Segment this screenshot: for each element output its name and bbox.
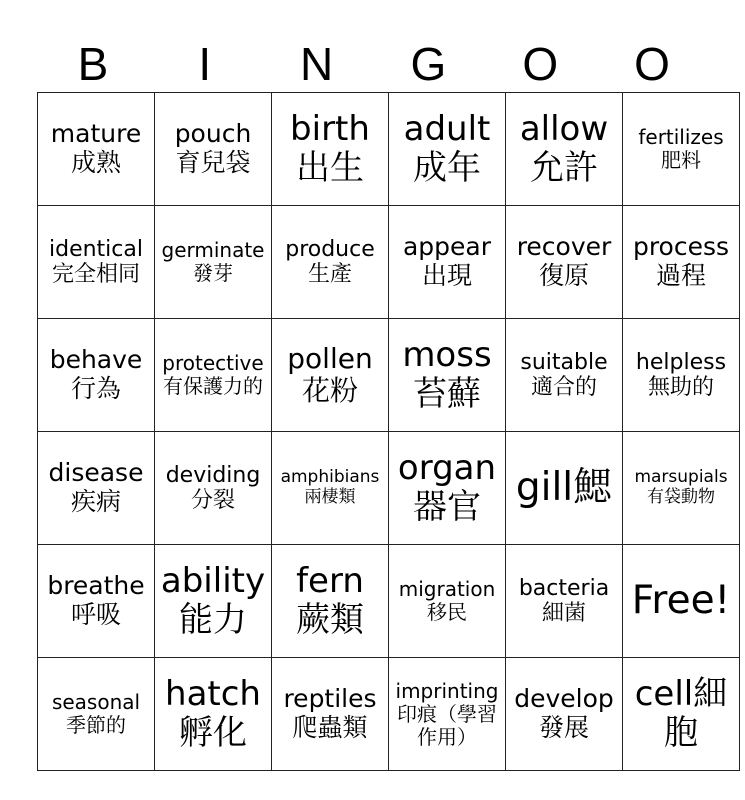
cell-chinese-word: 孵化 (179, 713, 247, 753)
bingo-card-grid (37, 92, 740, 771)
cell-chinese-word: 出生 (296, 148, 364, 188)
bingo-cell[interactable] (155, 432, 272, 545)
bingo-row (38, 545, 740, 658)
bingo-cell[interactable] (38, 93, 155, 206)
cell-chinese-word: 分裂 (190, 488, 235, 513)
cell-english-word: cell細胞 (634, 673, 728, 753)
header-letter: O (522, 38, 559, 90)
bingo-cell[interactable] (389, 206, 506, 319)
cell-english-word: reptiles (283, 684, 377, 714)
cell-english-word: develop (514, 684, 614, 714)
cell-chinese-word: 行為 (70, 374, 121, 403)
cell-chinese-word: 發芽 (193, 261, 233, 285)
cell-chinese-word: 出現 (421, 261, 472, 290)
bingo-row (38, 658, 740, 771)
cell-english-word: pouch (174, 119, 252, 149)
bingo-cell[interactable] (389, 658, 506, 771)
cell-chinese-word: 蕨類 (296, 600, 364, 640)
header-letter: B (77, 38, 109, 90)
bingo-cell[interactable] (623, 545, 740, 658)
cell-chinese-word: 育兒袋 (175, 148, 251, 177)
bingo-cell[interactable] (272, 658, 389, 771)
cell-english-word: produce (285, 236, 375, 262)
cell-chinese-word: 印痕（學習作用） (397, 701, 497, 749)
bingo-cell[interactable] (389, 432, 506, 545)
cell-chinese-word: 成熟 (70, 148, 121, 177)
cell-english-word: fertilizes (638, 125, 724, 149)
cell-chinese-word: 疾病 (70, 487, 121, 516)
cell-chinese-word: 生產 (307, 262, 352, 287)
cell-chinese-word: 兩棲類 (304, 487, 356, 507)
cell-english-word: germinate (161, 238, 265, 262)
cell-chinese-word: 移民 (427, 600, 467, 624)
cell-english-word: behave (49, 345, 143, 375)
cell-english-word: process (632, 232, 730, 262)
bingo-cell[interactable] (155, 545, 272, 658)
cell-chinese-word: 苔蘚 (413, 374, 481, 414)
bingo-cell[interactable] (506, 93, 623, 206)
cell-english-word: disease (48, 458, 144, 488)
bingo-cell[interactable] (155, 658, 272, 771)
cell-english-word: imprinting (395, 678, 499, 703)
cell-chinese-word: 適合的 (530, 375, 597, 400)
cell-chinese-word: 發展 (538, 713, 589, 742)
bingo-cell[interactable] (272, 93, 389, 206)
cell-english-word: organ (397, 447, 497, 488)
bingo-cell[interactable] (38, 319, 155, 432)
bingo-cell[interactable] (623, 93, 740, 206)
bingo-cell[interactable] (155, 319, 272, 432)
bingo-cell[interactable] (389, 319, 506, 432)
cell-chinese-word: 花粉 (301, 374, 358, 407)
cell-english-word: amphibians (280, 467, 380, 488)
bingo-row (38, 206, 740, 319)
cell-english-word: appear (402, 232, 492, 262)
header-letter: G (410, 38, 447, 90)
cell-chinese-word: 允許 (530, 148, 598, 188)
bingo-cell[interactable] (506, 658, 623, 771)
cell-english-word: seasonal (51, 690, 141, 714)
bingo-cell[interactable] (155, 206, 272, 319)
cell-chinese-word: 季節的 (66, 713, 126, 737)
bingo-cell[interactable] (272, 319, 389, 432)
bingo-cell[interactable] (38, 545, 155, 658)
cell-chinese-word: 無助的 (647, 375, 714, 400)
cell-english-word: birth (290, 108, 370, 149)
bingo-cell[interactable] (38, 206, 155, 319)
header-letter: N (299, 38, 334, 90)
bingo-cell[interactable] (389, 545, 506, 658)
bingo-cell[interactable] (272, 206, 389, 319)
cell-chinese-word: 完全相同 (51, 262, 140, 287)
bingo-cell[interactable] (506, 206, 623, 319)
bingo-cell[interactable] (506, 432, 623, 545)
cell-chinese-word: 有袋動物 (647, 487, 715, 507)
cell-chinese-word: 呼吸 (70, 600, 121, 629)
cell-english-word: bacteria (518, 575, 610, 601)
cell-chinese-word: 復原 (538, 261, 589, 290)
cell-chinese-word: 器官 (413, 487, 481, 527)
bingo-cell[interactable] (506, 545, 623, 658)
bingo-cell[interactable] (623, 658, 740, 771)
cell-english-word: identical (49, 236, 143, 262)
cell-english-word: fern (296, 560, 364, 601)
cell-chinese-word: 有保護力的 (163, 374, 263, 398)
cell-chinese-word: 成年 (413, 148, 481, 188)
bingo-cell[interactable] (506, 319, 623, 432)
cell-chinese-word: 能力 (179, 600, 247, 640)
cell-english-word: pollen (287, 341, 373, 375)
cell-english-word: moss (402, 334, 492, 375)
bingo-cell[interactable] (38, 658, 155, 771)
cell-chinese-word: 細菌 (541, 601, 586, 626)
bingo-header (37, 38, 708, 90)
cell-english-word: marsupials (634, 467, 728, 488)
cell-english-word: adult (403, 108, 491, 149)
cell-english-word: deviding (165, 462, 261, 488)
cell-english-word: migration (398, 577, 496, 601)
cell-english-word: allow (519, 108, 609, 149)
bingo-cell[interactable] (623, 432, 740, 545)
cell-english-word: protective (162, 351, 264, 375)
bingo-cell[interactable] (155, 93, 272, 206)
bingo-cell[interactable] (272, 432, 389, 545)
header-letter: I (198, 38, 212, 90)
cell-chinese-word: 爬蟲類 (292, 713, 368, 742)
bingo-cell[interactable] (623, 206, 740, 319)
bingo-cell[interactable] (623, 319, 740, 432)
header-letter: O (634, 38, 670, 90)
bingo-row (38, 319, 740, 432)
cell-english-word: Free! (631, 577, 731, 623)
cell-english-word: mature (50, 119, 142, 149)
cell-english-word: gill鰓 (515, 464, 613, 510)
cell-english-word: ability (160, 560, 266, 601)
bingo-cell[interactable] (38, 432, 155, 545)
bingo-cell[interactable] (389, 93, 506, 206)
bingo-row (38, 432, 740, 545)
bingo-row (38, 93, 740, 206)
cell-english-word: breathe (47, 571, 145, 601)
cell-english-word: recover (516, 232, 612, 262)
cell-english-word: helpless (635, 349, 727, 375)
cell-english-word: suitable (520, 349, 608, 375)
cell-english-word: hatch (165, 673, 261, 714)
cell-chinese-word: 肥料 (661, 148, 701, 172)
cell-chinese-word: 過程 (655, 261, 706, 290)
bingo-cell[interactable] (272, 545, 389, 658)
